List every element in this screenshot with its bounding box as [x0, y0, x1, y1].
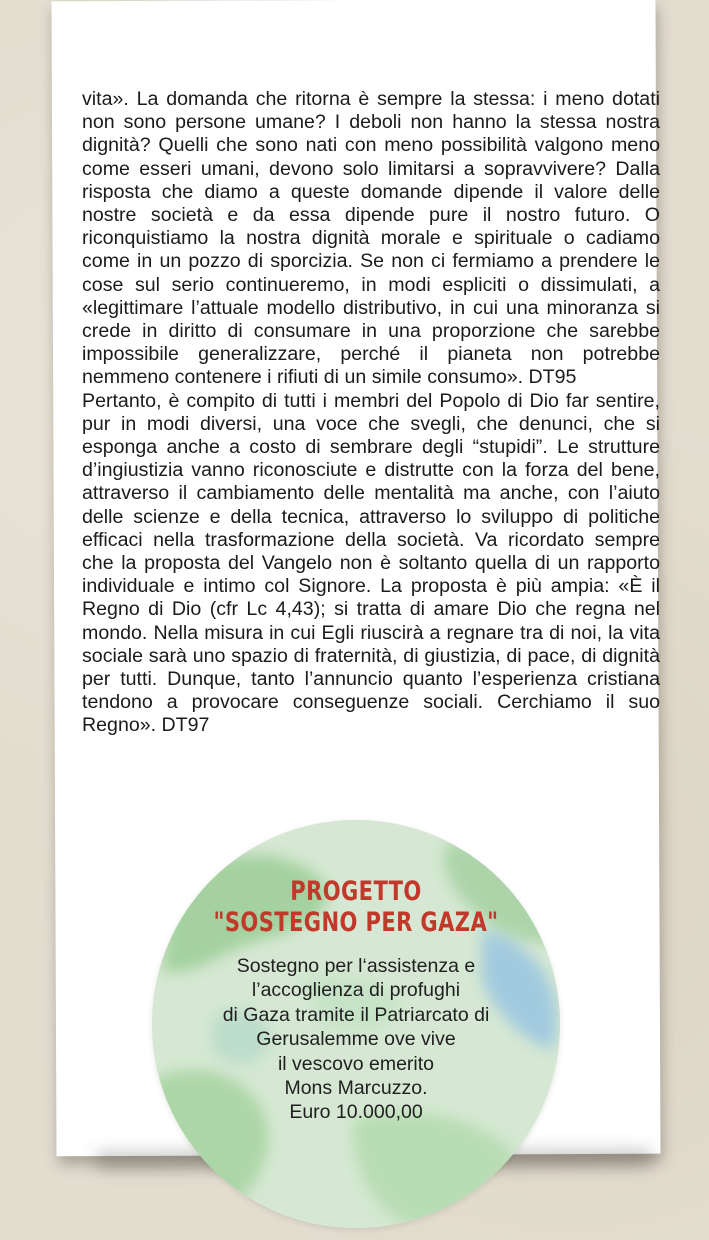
paragraph-1: vita». La domanda che ritorna è sempre la stessa: i meno dotati non sono persone umane? I deboli non hanno la stessa nostra dignità? Quelli che sono nati con meno possibilità valgono meno come esseri umani, devono solo limitarsi a sopravvivere? Dalla risposta che diamo a queste domande dipende il valore delle nostre società e da essa dipende pure il nostro futuro. O riconquistiamo la nostra dignità morale e spirituale o cadiamo come in un pozzo di sporcizia. Se non ci fermiamo a prendere le cose sul serio continueremo, in modi espliciti o dissimulati, a «legittimare l’attuale modello distributivo, in cui una minoranza si crede in diritto di consumare in una proporzione che sarebbe impossibile generalizzare, perché il pianeta non potrebbe nemmeno contenere i rifiuti di un simile consumo». DT95	[82, 88, 660, 389]
project-line: l’accoglienza di profughi	[251, 979, 461, 1002]
project-line: il vescovo emerito	[277, 1052, 435, 1075]
project-line: Gerusalemme ove vive	[256, 1028, 456, 1051]
article-text	[82, 88, 660, 738]
project-amount: Euro 10.000,00	[289, 1101, 423, 1124]
project-globe-badge	[152, 820, 560, 1228]
project-title-line2: "SOSTEGNO PER GAZA"	[213, 907, 499, 938]
project-line: di Gaza tramite il Patriarcato di	[222, 1003, 490, 1026]
project-line: Mons Marcuzzo.	[284, 1077, 428, 1100]
project-line: Sostegno per l‘assistenza e	[236, 955, 476, 977]
project-title-line1: PROGETTO	[290, 876, 422, 907]
paragraph-2: Pertanto, è compito di tutti i membri del Popolo di Dio far sentire, pur in modi diversi, una voce che svegli, che denunci, che si esponga anche a costo di sembrare degli “stupidi”. Le strutture d’ingiustizia vanno riconosciute e distrutte con la forza del bene, attraverso il cambiamento delle mentalità ma anche, con l’aiuto delle scienze e della tecnica, attraverso lo sviluppo di politiche efficaci nella trasformazione della società. Va ricordato sempre che la proposta del Vangelo non è soltanto quella di un rapporto individuale e intimo col Signore. La proposta è più ampia: «È il Regno di Dio (cfr Lc 4,43); si tratta di amare Dio che regna nel mondo. Nella misura in cui Egli riuscirà a regnare tra di noi, la vita sociale sarà uno spazio di fraternità, di giustizia, di pace, di dignità per tutti. Dunque, tanto l’annuncio quanto l’esperienza cristiana tendono a provocare conseguenze sociali. Cerchiamo il suo Regno». DT97	[82, 389, 660, 737]
project-content	[152, 876, 560, 1125]
project-description	[152, 954, 560, 1125]
